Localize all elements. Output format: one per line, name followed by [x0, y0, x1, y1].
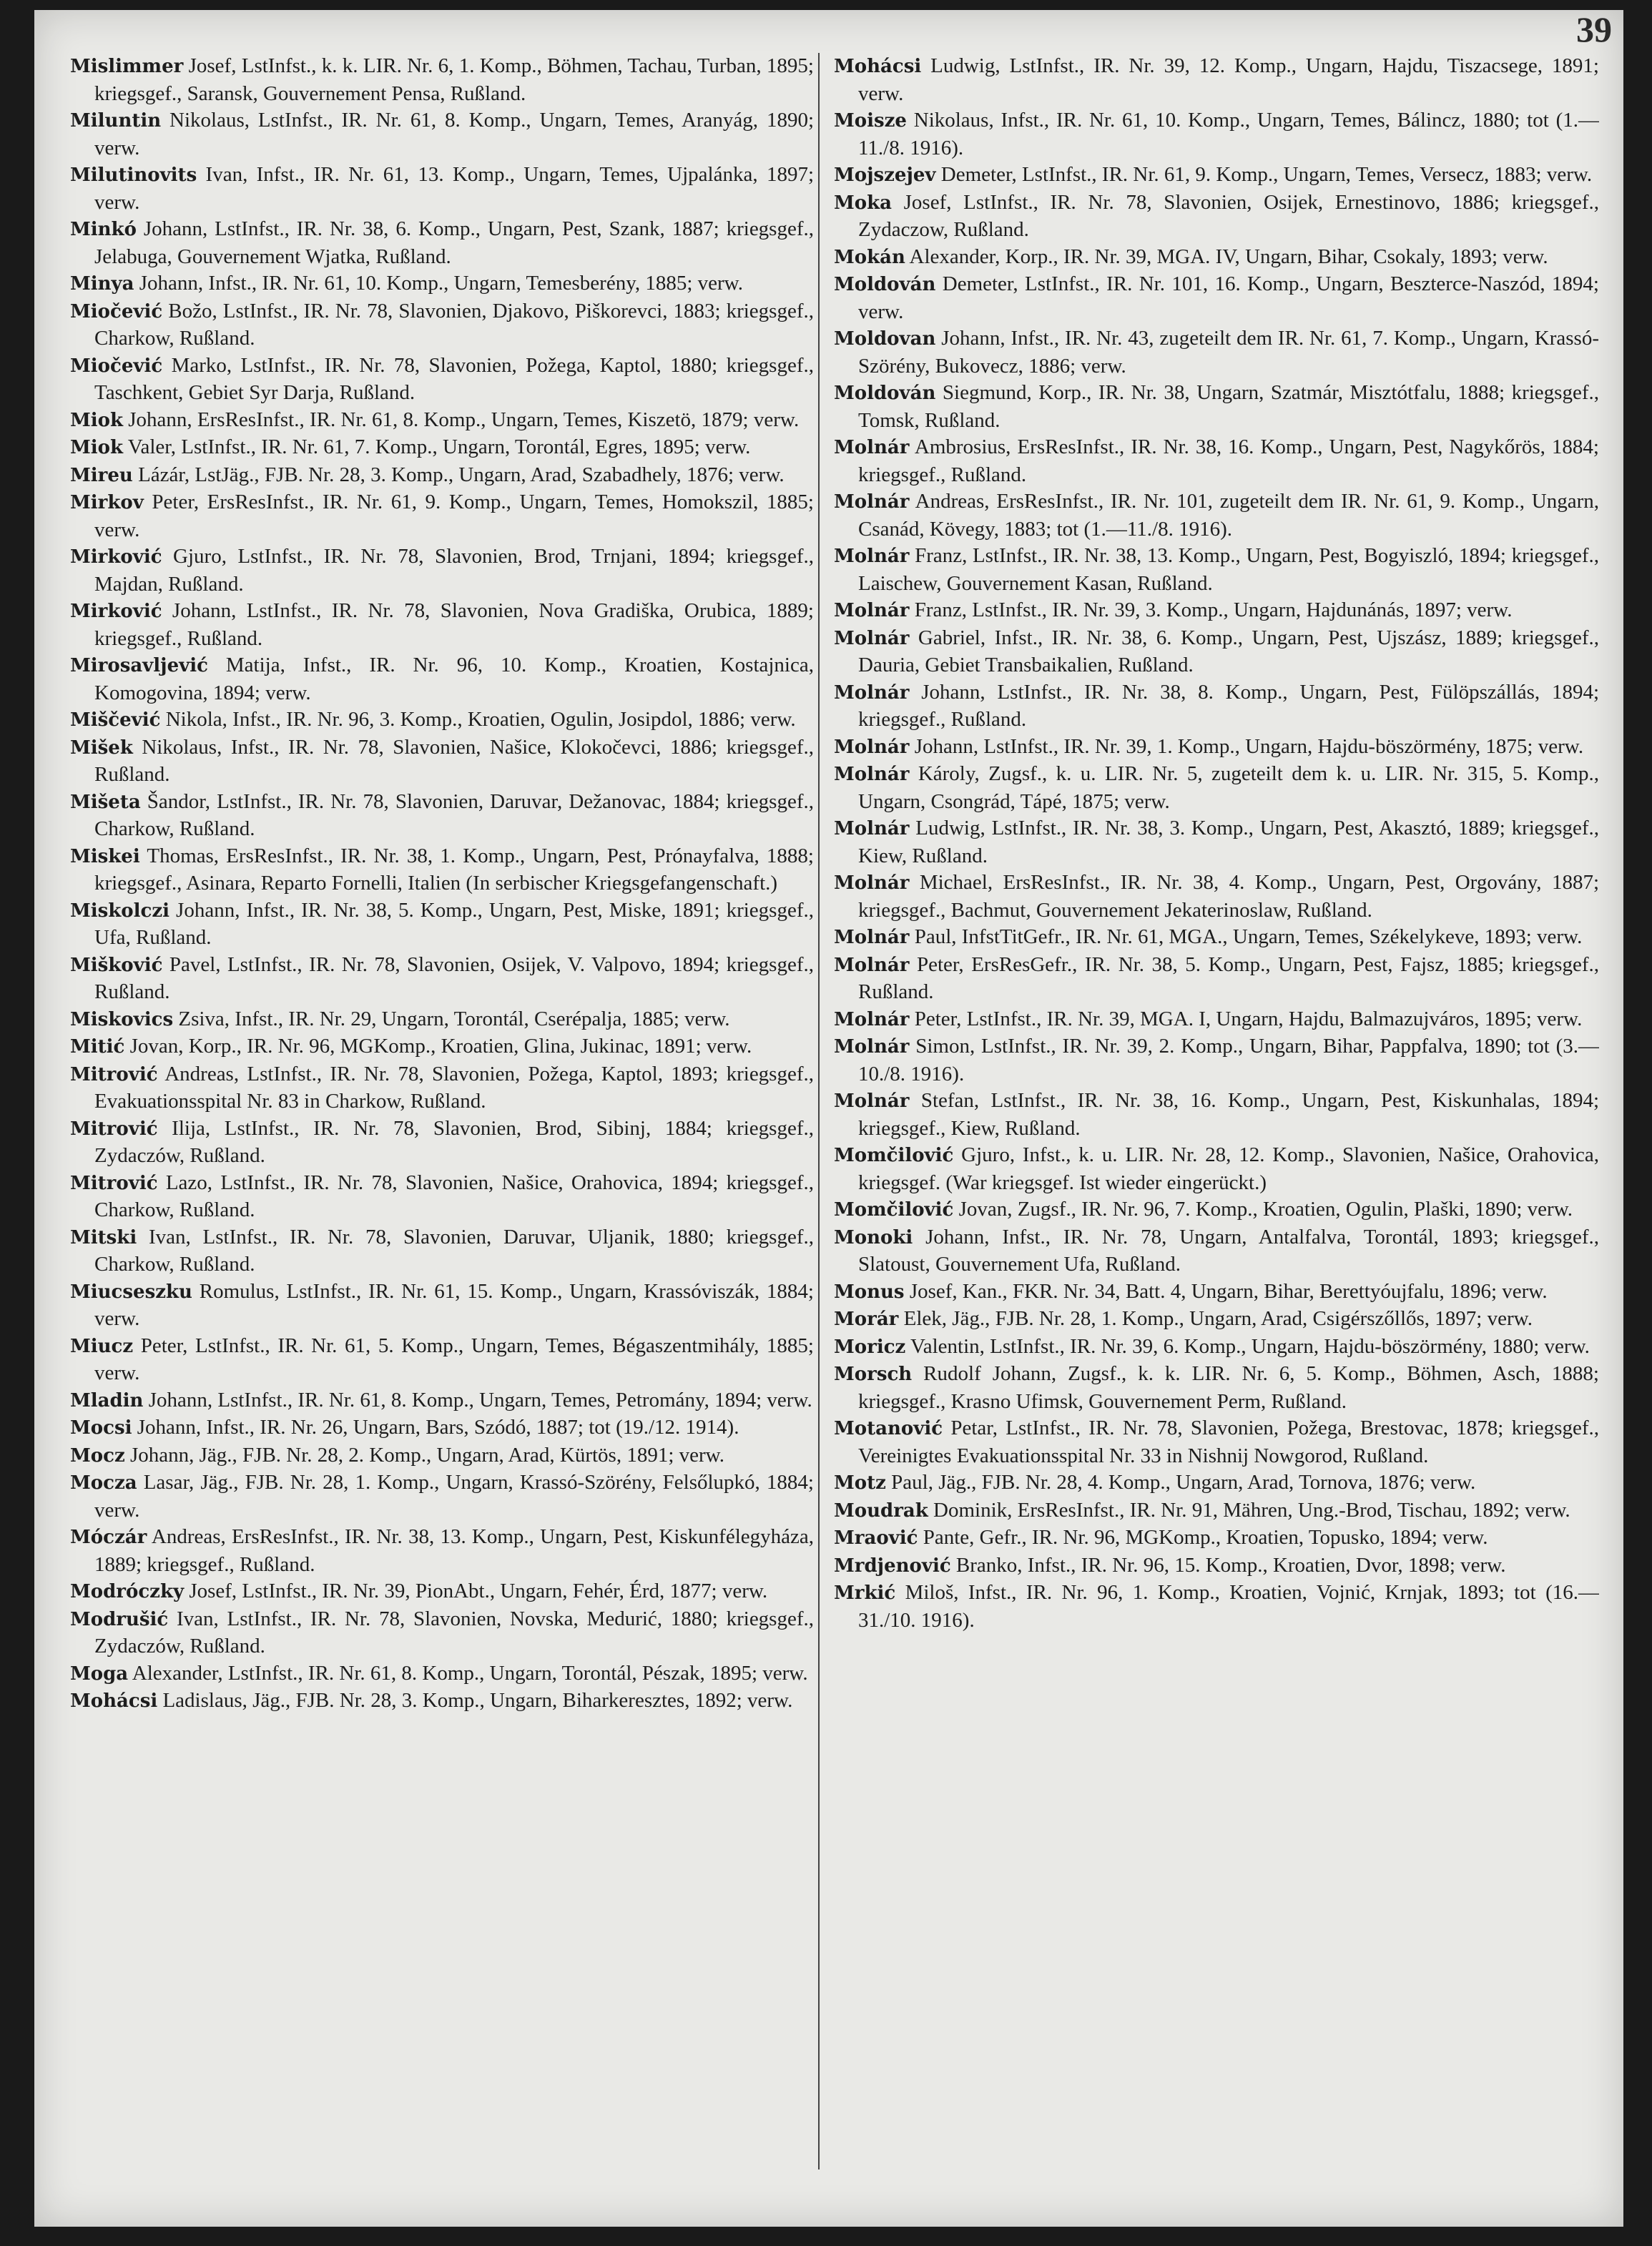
entry-details: Simon, LstInfst., IR. Nr. 39, 2. Komp., Ungarn, Bihar, Pappfalva, 1890; tot (3.—10./8. 1916).: [858, 1035, 1599, 1085]
entry-details: Johann, LstInfst., IR. Nr. 38, 6. Komp., Ungarn, Pest, Szank, 1887; kriegsgef., Jelabuga, Gouvernement Wjatka, Rußland.: [94, 217, 814, 268]
entry-surname: Miok: [70, 409, 124, 431]
list-item: [834, 1497, 1599, 1525]
entry-surname: Mitrović: [70, 1118, 158, 1140]
entry-surname: Mišković: [70, 954, 163, 976]
entry-surname: Monoki: [834, 1226, 913, 1248]
list-item: [70, 1414, 814, 1442]
entry-surname: Mrdjenović: [834, 1555, 951, 1577]
list-item: [834, 1469, 1599, 1497]
entry-details: Nikolaus, Infst., IR. Nr. 61, 10. Komp., Ungarn, Temes, Bálincz, 1880; tot (1.—11./8. 1916).: [858, 109, 1599, 159]
left-column: [70, 53, 814, 2187]
list-item: [834, 870, 1599, 924]
list-item: [834, 1142, 1599, 1196]
entry-surname: Mitrović: [70, 1172, 158, 1194]
list-item: [70, 1688, 814, 1715]
list-item: [834, 1279, 1599, 1306]
entry-details: Šandor, LstInfst., IR. Nr. 78, Slavonien, Daruvar, Dežanovac, 1884; kriegsgef., Charkow, Rußland.: [94, 789, 814, 840]
entry-details: Johann, Infst., IR. Nr. 26, Ungarn, Bars, Szódó, 1887; tot (19./12. 1914).: [132, 1416, 739, 1439]
entry-surname: Miskei: [70, 845, 140, 867]
entry-surname: Miskovics: [70, 1008, 174, 1030]
list-item: [70, 162, 814, 216]
entry-details: Johann, Infst., IR. Nr. 78, Ungarn, Antalfalva, Torontál, 1893; kriegsgef., Slatoust, Gouvernement Ufa, Rußland.: [858, 1225, 1599, 1276]
list-item: [834, 1334, 1599, 1361]
entry-surname: Molnár: [834, 818, 910, 839]
page-number: 39: [1576, 10, 1612, 49]
entry-surname: Motanović: [834, 1418, 943, 1439]
entry-surname: Mitić: [70, 1036, 125, 1058]
entry-surname: Molnár: [834, 437, 910, 458]
entry-details: Josef, LstInfst., k. k. LIR. Nr. 6, 1. Komp., Böhmen, Tachau, Turban, 1895; kriegsgef., Saransk, Gouvernement Pensa, Rußland.: [94, 54, 814, 105]
entry-details: Petar, LstInfst., IR. Nr. 78, Slavonien, Požega, Brestovac, 1878; kriegsgef., Vereinigtes Evakuationsspital Nr. 33 in Nishnij Nowgorod, Rußland.: [858, 1417, 1599, 1467]
entry-surname: Motz: [834, 1472, 886, 1494]
list-item: [70, 1442, 814, 1470]
entry-surname: Mohácsi: [834, 56, 922, 77]
entry-details: Nikola, Infst., IR. Nr. 96, 3. Komp., Kroatien, Ogulin, Josipdol, 1886; verw.: [160, 708, 796, 731]
list-item: [70, 1061, 814, 1115]
list-item: [834, 325, 1599, 380]
entry-surname: Mohácsi: [70, 1690, 158, 1712]
list-item: [70, 1033, 814, 1061]
entry-details: Johann, Infst., IR. Nr. 61, 10. Komp., Ungarn, Temesberény, 1885; verw.: [134, 272, 743, 295]
list-item: [70, 434, 814, 462]
entry-details: Ilija, LstInfst., IR. Nr. 78, Slavonien, Brod, Sibinj, 1884; kriegsgef., Zydaczów, Rußland.: [94, 1116, 814, 1167]
list-item: [70, 1333, 814, 1387]
entry-details: Ivan, LstInfst., IR. Nr. 78, Slavonien, Novska, Medurić, 1880; kriegsgef., Zydaczów, Rußland.: [94, 1607, 814, 1658]
entry-details: Peter, LstInfst., IR. Nr. 39, MGA. I, Ungarn, Hajdu, Balmazujváros, 1895; verw.: [909, 1007, 1583, 1030]
list-item: [70, 1170, 814, 1224]
list-item: [70, 1224, 814, 1279]
entry-surname: Mocza: [70, 1472, 137, 1494]
list-item: [834, 162, 1599, 189]
entry-details: Lázár, LstJäg., FJB. Nr. 28, 3. Komp., Ungarn, Arad, Szabadhely, 1876; verw.: [132, 463, 785, 486]
list-item: [70, 353, 814, 407]
list-item: [70, 952, 814, 1006]
entry-details: Valentin, LstInfst., IR. Nr. 39, 6. Komp., Ungarn, Hajdu-böszörmény, 1880; verw.: [905, 1334, 1590, 1358]
list-item: [70, 216, 814, 270]
list-item: [834, 53, 1599, 107]
list-item: [70, 1660, 814, 1688]
entry-details: Matija, Infst., IR. Nr. 96, 10. Komp., Kroatien, Kostajnica, Komogovina, 1894; verw.: [94, 654, 814, 704]
list-item: [70, 1115, 814, 1170]
entry-surname: Molnár: [834, 736, 910, 758]
entry-details: Peter, ErsResInfst., IR. Nr. 61, 9. Komp., Ungarn, Temes, Homokszil, 1885; verw.: [94, 491, 814, 541]
entry-surname: Miucseszku: [70, 1281, 192, 1303]
list-item: [70, 1578, 814, 1606]
entry-details: Josef, LstInfst., IR. Nr. 39, PionAbt., Ungarn, Fehér, Érd, 1877; verw.: [184, 1580, 768, 1602]
entry-surname: Molnár: [834, 927, 910, 948]
list-item: [70, 543, 814, 598]
entry-surname: Molnár: [834, 627, 910, 649]
entry-surname: Mišek: [70, 737, 133, 759]
list-item: [834, 597, 1599, 625]
list-item: [70, 598, 814, 652]
entry-surname: Modrušić: [70, 1608, 169, 1630]
entry-details: Johann, ErsResInfst., IR. Nr. 61, 8. Komp., Ungarn, Temes, Kiszetö, 1879; verw.: [123, 408, 800, 431]
entry-surname: Molnár: [834, 491, 910, 513]
entry-surname: Minya: [70, 273, 134, 295]
entry-surname: Mitrović: [70, 1063, 158, 1085]
entry-details: Károly, Zugsf., k. u. LIR. Nr. 5, zugeteilt dem k. u. LIR. Nr. 315, 5. Komp., Ungarn, Csongrád, Tápé, 1875; verw.: [858, 762, 1599, 813]
entry-surname: Mrkić: [834, 1582, 896, 1604]
entry-surname: Molnár: [834, 764, 910, 785]
entry-surname: Moga: [70, 1663, 129, 1685]
entry-details: Johann, Jäg., FJB. Nr. 28, 2. Komp., Ungarn, Arad, Kürtös, 1891; verw.: [124, 1443, 724, 1467]
entry-details: Franz, LstInfst., IR. Nr. 38, 13. Komp., Ungarn, Pest, Bogyiszló, 1894; kriegsgef., Laischew, Gouvernement Kasan, Rußland.: [858, 544, 1599, 595]
entry-details: Peter, LstInfst., IR. Nr. 61, 5. Komp., Ungarn, Temes, Bégaszentmihály, 1885; verw.: [94, 1334, 814, 1384]
entry-details: Jovan, Zugsf., IR. Nr. 96, 7. Komp., Kroatien, Ogulin, Plaški, 1890; verw.: [953, 1198, 1573, 1221]
entry-details: Franz, LstInfst., IR. Nr. 39, 3. Komp., Ungarn, Hajdunánás, 1897; verw.: [909, 599, 1513, 621]
entry-surname: Miskolczi: [70, 900, 170, 922]
entry-details: Johann, LstInfst., IR. Nr. 78, Slavonien, Nova Gradiška, Orubica, 1889; kriegsgef., Rußland.: [94, 599, 814, 650]
list-item: [70, 53, 814, 107]
list-item: [834, 679, 1599, 734]
entry-surname: Mišeta: [70, 791, 141, 813]
list-item: [70, 1469, 814, 1524]
entry-surname: Molnár: [834, 1036, 910, 1058]
list-item: [70, 407, 814, 435]
entry-details: Ludwig, LstInfst., IR. Nr. 38, 3. Komp., Ungarn, Pest, Akasztó, 1889; kriegsgef., Kiew, Rußland.: [858, 817, 1599, 867]
entry-details: Božo, LstInfst., IR. Nr. 78, Slavonien, Djakovo, Piškorevci, 1883; kriegsgef., Charkow, Rußland.: [94, 299, 814, 350]
entry-surname: Moldován: [834, 274, 936, 295]
entry-details: Dominik, ErsResInfst., IR. Nr. 91, Mähren, Ung.-Brod, Tischau, 1892; verw.: [928, 1498, 1570, 1522]
entry-surname: Molnár: [834, 546, 910, 567]
entry-details: Paul, InfstTitGefr., IR. Nr. 61, MGA., Ungarn, Temes, Székelykeve, 1893; verw.: [909, 925, 1583, 948]
entry-surname: Molnár: [834, 872, 910, 894]
entry-surname: Molnár: [834, 1090, 910, 1112]
column-divider: [818, 53, 820, 2169]
list-item: [70, 843, 814, 897]
list-item: [834, 543, 1599, 597]
entry-surname: Miočević: [70, 355, 163, 377]
entry-surname: Moka: [834, 192, 892, 214]
entry-details: Stefan, LstInfst., IR. Nr. 38, 16. Komp., Ungarn, Pest, Kiskunhalas, 1894; kriegsgef., Kiew, Rußland.: [858, 1089, 1599, 1140]
entry-details: Ivan, Infst., IR. Nr. 61, 13. Komp., Ungarn, Temes, Ujpalánka, 1897; verw.: [94, 163, 814, 214]
list-item: [70, 107, 814, 162]
list-item: [834, 1088, 1599, 1142]
entry-details: Pante, Gefr., IR. Nr. 96, MGKomp., Kroatien, Topusko, 1894; verw.: [918, 1526, 1488, 1549]
list-item: [70, 298, 814, 353]
entry-surname: Mladin: [70, 1389, 144, 1412]
list-item: [70, 270, 814, 298]
list-item: [834, 189, 1599, 244]
entry-details: Demeter, LstInfst., IR. Nr. 61, 9. Komp., Ungarn, Temes, Versecz, 1883; verw.: [935, 163, 1593, 186]
entry-details: Romulus, LstInfst., IR. Nr. 61, 15. Komp., Ungarn, Krassóviszák, 1884; verw.: [94, 1279, 814, 1330]
entry-surname: Monus: [834, 1281, 905, 1303]
entry-surname: Molnár: [834, 1008, 910, 1030]
entry-details: Josef, Kan., FKR. Nr. 34, Batt. 4, Ungarn, Bihar, Berettyóujfalu, 1896; verw.: [904, 1279, 1548, 1303]
entry-surname: Mraović: [834, 1527, 918, 1549]
entry-details: Peter, ErsResGefr., IR. Nr. 38, 5. Komp., Ungarn, Pest, Fajsz, 1885; kriegsgef., Rußland.: [858, 952, 1599, 1003]
list-item: [834, 1196, 1599, 1224]
entry-details: Elek, Jäg., FJB. Nr. 28, 1. Komp., Ungarn, Arad, Csigérszőllős, 1897; verw.: [898, 1307, 1533, 1330]
entry-details: Lasar, Jäg., FJB. Nr. 28, 1. Komp., Ungarn, Krassó-Szörény, Felsőlupkó, 1884; verw.: [94, 1471, 814, 1522]
entry-surname: Miluntin: [70, 110, 162, 132]
entry-surname: Mojszejev: [834, 164, 936, 186]
entry-details: Branko, Infst., IR. Nr. 96, 15. Komp., Kroatien, Dvor, 1898; verw.: [950, 1553, 1506, 1577]
entry-details: Johann, Infst., IR. Nr. 43, zugeteilt dem IR. Nr. 61, 7. Komp., Ungarn, Krassó-Szörény, Bukovecz, 1886; verw.: [858, 327, 1599, 378]
list-item: [834, 952, 1599, 1006]
list-item: [834, 1006, 1599, 1034]
list-item: [834, 924, 1599, 952]
right-column: [834, 53, 1599, 2187]
list-item: [70, 706, 814, 734]
entry-details: Ludwig, LstInfst., IR. Nr. 39, 12. Komp., Ungarn, Hajdu, Tiszacsege, 1891; verw.: [858, 54, 1599, 105]
entry-details: Johann, Infst., IR. Nr. 38, 5. Komp., Ungarn, Pest, Miske, 1891; kriegsgef., Ufa, Rußland.: [94, 898, 814, 949]
entry-surname: Miščević: [70, 709, 161, 731]
entry-surname: Moldován: [834, 383, 936, 404]
entry-details: Johann, LstInfst., IR. Nr. 39, 1. Komp., Ungarn, Hajdu-böszörmény, 1875; verw.: [909, 734, 1584, 758]
list-item: [834, 434, 1599, 488]
list-item: [70, 489, 814, 543]
entry-details: Andreas, LstInfst., IR. Nr. 78, Slavonien, Požega, Kaptol, 1893; kriegsgef., Evakuationsspital Nr. 83 in Charkow, Rußland.: [94, 1062, 814, 1113]
entry-surname: Mislimmer: [70, 56, 184, 77]
entry-surname: Mitski: [70, 1226, 137, 1248]
list-item: [834, 380, 1599, 434]
entry-details: Gjuro, LstInfst., IR. Nr. 78, Slavonien, Brod, Trnjani, 1894; kriegsgef., Majdan, Rußland.: [94, 545, 814, 596]
list-item: [834, 1306, 1599, 1334]
list-item: [70, 652, 814, 706]
entry-surname: Mocsi: [70, 1417, 132, 1439]
entry-surname: Mokán: [834, 246, 905, 268]
entry-details: Ivan, LstInfst., IR. Nr. 78, Slavonien, Daruvar, Uljanik, 1880; kriegsgef., Charkow, Rußland.: [94, 1225, 814, 1276]
entry-details: Nikolaus, Infst., IR. Nr. 78, Slavonien, Našice, Klokočevci, 1886; kriegsgef., Rußland.: [94, 735, 814, 786]
entry-details: Johann, LstInfst., IR. Nr. 38, 8. Komp., Ungarn, Pest, Fülöpszállás, 1894; kriegsgef., Rußland.: [858, 680, 1599, 731]
list-item: [834, 1033, 1599, 1088]
list-item: [70, 1279, 814, 1333]
entry-details: Valer, LstInfst., IR. Nr. 61, 7. Komp., Ungarn, Torontál, Egres, 1895; verw.: [123, 435, 751, 458]
list-item: [834, 625, 1599, 679]
list-item: [834, 1224, 1599, 1279]
entry-details: Thomas, ErsResInfst., IR. Nr. 38, 1. Komp., Ungarn, Pest, Prónayfalva, 1888; kriegsgef., Asinara, Reparto Fornelli, Italien (In serbischer Kriegsgefangenschaft.): [94, 844, 814, 895]
entry-surname: Miucz: [70, 1335, 134, 1357]
list-item: [70, 1606, 814, 1660]
entry-details: Nikolaus, LstInfst., IR. Nr. 61, 8. Komp., Ungarn, Temes, Aranyág, 1890; verw.: [94, 109, 814, 159]
entry-surname: Moisze: [834, 110, 907, 132]
list-item: [70, 1524, 814, 1578]
entry-surname: Momčilović: [834, 1145, 954, 1166]
document-page: [34, 10, 1623, 2227]
list-item: [834, 271, 1599, 325]
entry-details: Demeter, LstInfst., IR. Nr. 101, 16. Komp., Ungarn, Beszterce-Naszód, 1894; verw.: [858, 272, 1599, 323]
list-item: [70, 1006, 814, 1034]
entry-surname: Mirkov: [70, 492, 144, 513]
entry-surname: Móczár: [70, 1527, 147, 1548]
entry-details: Alexander, LstInfst., IR. Nr. 61, 8. Komp., Ungarn, Torontál, Pészak, 1895; verw.: [128, 1661, 808, 1685]
list-item: [70, 897, 814, 952]
list-item: [834, 1415, 1599, 1469]
list-item: [834, 244, 1599, 272]
entry-surname: Moricz: [834, 1336, 906, 1358]
entry-details: Jovan, Korp., IR. Nr. 96, MGKomp., Kroatien, Glina, Jukinac, 1891; verw.: [124, 1035, 752, 1058]
entry-surname: Miok: [70, 437, 124, 458]
entry-details: Ambrosius, ErsResInfst., IR. Nr. 38, 16. Komp., Ungarn, Pest, Nagykőrös, 1884; kriegsgef., Rußland.: [858, 435, 1599, 486]
entry-details: Pavel, LstInfst., IR. Nr. 78, Slavonien, Osijek, V. Valpovo, 1894; kriegsgef., Rußland.: [94, 952, 814, 1003]
list-item: [70, 462, 814, 490]
entry-surname: Morár: [834, 1309, 899, 1330]
list-item: [834, 761, 1599, 815]
entry-details: Alexander, Korp., IR. Nr. 39, MGA. IV, Ungarn, Bihar, Csokaly, 1893; verw.: [905, 245, 1548, 268]
entry-surname: Milutinovits: [70, 164, 197, 186]
list-item: [834, 1525, 1599, 1552]
entry-surname: Molnár: [834, 681, 910, 704]
entry-surname: Moudrak: [834, 1499, 928, 1522]
entry-surname: Momčilović: [834, 1199, 954, 1221]
entry-surname: Mirosavljević: [70, 655, 208, 676]
entry-surname: Minkó: [70, 219, 137, 240]
entry-details: Gjuro, Infst., k. u. LIR. Nr. 28, 12. Komp., Slavonien, Našice, Orahovica, kriegsgef. (War kriegsgef. Ist wieder eingerückt.): [858, 1143, 1599, 1194]
entry-details: Michael, ErsResInfst., IR. Nr. 38, 4. Komp., Ungarn, Pest, Orgovány, 1887; kriegsgef., Bachmut, Gouvernement Jekaterinoslaw, Rußland.: [858, 871, 1599, 922]
list-item: [70, 1387, 814, 1415]
entry-details: Ladislaus, Jäg., FJB. Nr. 28, 3. Komp., Ungarn, Biharkeresztes, 1892; verw.: [157, 1689, 793, 1712]
entry-surname: Morsch: [834, 1364, 913, 1385]
entry-surname: Mirković: [70, 546, 162, 568]
entry-details: Siegmund, Korp., IR. Nr. 38, Ungarn, Szatmár, Misztótfalu, 1888; kriegsgef., Tomsk, Rußland.: [858, 381, 1599, 432]
list-item: [834, 815, 1599, 870]
entry-surname: Mireu: [70, 464, 133, 486]
entry-surname: Miočević: [70, 300, 163, 322]
entry-details: Andreas, ErsResInfst., IR. Nr. 101, zugeteilt dem IR. Nr. 61, 9. Komp., Ungarn, Csanád, Kövegy, 1883; tot (1.—11./8. 1916).: [858, 490, 1599, 541]
entry-details: Josef, LstInfst., IR. Nr. 78, Slavonien, Osijek, Ernestinovo, 1886; kriegsgef., Zydaczow, Rußland.: [858, 190, 1599, 241]
entry-details: Johann, LstInfst., IR. Nr. 61, 8. Komp., Ungarn, Temes, Petromány, 1894; verw.: [143, 1388, 812, 1412]
entry-surname: Mocz: [70, 1444, 125, 1467]
entry-details: Marko, LstInfst., IR. Nr. 78, Slavonien, Požega, Kaptol, 1880; kriegsgef., Taschkent, Gebiet Syr Darja, Rußland.: [94, 353, 814, 404]
list-item: [834, 1361, 1599, 1415]
list-item: [70, 789, 814, 843]
entry-details: Zsiva, Infst., IR. Nr. 29, Ungarn, Torontál, Cserépalja, 1885; verw.: [173, 1007, 730, 1030]
entry-details: Gabriel, Infst., IR. Nr. 38, 6. Komp., Ungarn, Pest, Ujszász, 1889; kriegsgef., Dauria, Gebiet Transbaikalien, Rußland.: [858, 626, 1599, 676]
entry-details: Lazo, LstInfst., IR. Nr. 78, Slavonien, Našice, Orahovica, 1894; kriegsgef., Charkow, Rußland.: [94, 1171, 814, 1221]
entry-surname: Molnár: [834, 954, 910, 976]
list-item: [834, 734, 1599, 762]
entry-surname: Modróczky: [70, 1581, 185, 1602]
list-item: [70, 734, 814, 789]
list-item: [834, 1552, 1599, 1580]
entry-details: Miloš, Infst., IR. Nr. 96, 1. Komp., Kroatien, Vojnić, Krnjak, 1893; tot (16.—31./10. 1916).: [858, 1581, 1599, 1632]
entry-details: Rudolf Johann, Zugsf., k. k. LIR. Nr. 6, 5. Komp., Böhmen, Asch, 1888; kriegsgef., Krasno Ufimsk, Gouvernement Perm, Rußland.: [858, 1362, 1599, 1413]
list-item: [834, 1580, 1599, 1634]
list-item: [834, 107, 1599, 162]
entry-surname: Moldovan: [834, 328, 936, 350]
entry-surname: Mirković: [70, 601, 162, 622]
entry-details: Andreas, ErsResInfst., IR. Nr. 38, 13. Komp., Ungarn, Pest, Kiskunfélegyháza, 1889; kriegsgef., Rußland.: [94, 1525, 814, 1576]
list-item: [834, 488, 1599, 543]
entry-details: Paul, Jäg., FJB. Nr. 28, 4. Komp., Ungarn, Arad, Tornova, 1876; verw.: [885, 1471, 1476, 1494]
entry-surname: Molnár: [834, 600, 910, 621]
